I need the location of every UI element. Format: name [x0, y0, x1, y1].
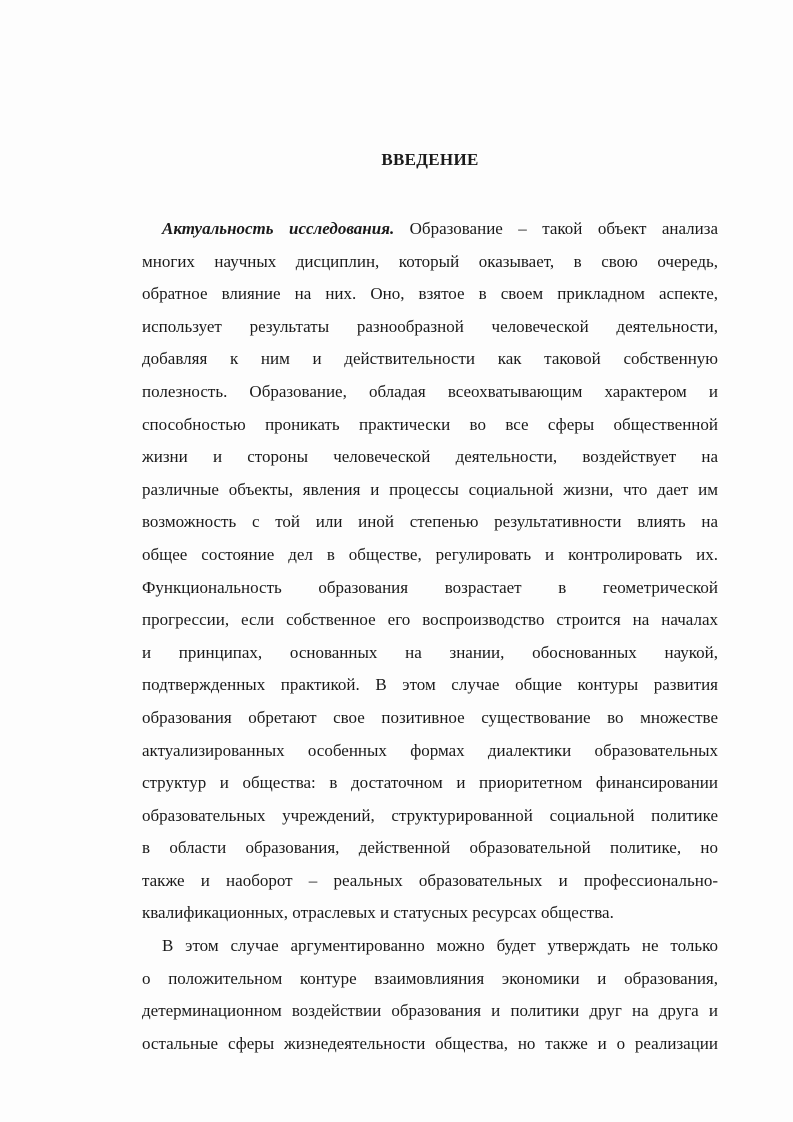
lead-phrase: Актуальность исследования. — [162, 219, 395, 238]
paragraph-2-line: о положительном контуре взаимовлияния экономики и образования, — [142, 968, 718, 988]
paragraph-1-line: Функциональность образования возрастает в геометрической — [142, 577, 718, 597]
paragraph-2-line: остальные сферы жизнедеятельности общества, но также и о реализации — [142, 1033, 718, 1053]
paragraph-1-line: различные объекты, явления и процессы социальной жизни, что дает им — [142, 479, 718, 499]
paragraph-1-line: использует результаты разнообразной человеческой деятельности, — [142, 316, 718, 336]
paragraph-1-line: образовательных учреждений, структурированной социальной политике — [142, 805, 718, 825]
paragraph-1-line: также и наоборот – реальных образовательных и профессионально- — [142, 870, 718, 890]
paragraph-1-line: подтвержденных практикой. В этом случае общие контуры развития — [142, 675, 718, 695]
paragraph-1-line: способностью проникать практически во все сферы общественной — [142, 414, 718, 434]
body-text — [142, 213, 718, 1060]
paragraph-1-line: структур и общества: в достаточном и приоритетном финансировании — [142, 773, 718, 793]
paragraph-1-line: добавляя к ним и действительности как таковой собственную — [142, 349, 718, 369]
paragraph-1-line: возможность с той или иной степенью результативности влиять на — [142, 512, 718, 532]
paragraph-2-line: детерминационном воздействии образования и политики друг на друга и — [142, 1001, 718, 1021]
paragraph-1-line: в области образования, действенной образовательной политике, но — [142, 838, 718, 858]
paragraph-1-line: актуализированных особенных формах диалектики образовательных — [142, 740, 718, 760]
line-text: Образование – такой объект анализа — [409, 219, 718, 238]
paragraph-1-line: жизни и стороны человеческой деятельности, воздействует на — [142, 447, 718, 467]
paragraph-1-line: образования обретают свое позитивное существование во множестве — [142, 707, 718, 727]
paragraph-1-line: общее состояние дел в обществе, регулировать и контролировать их. — [142, 544, 718, 564]
paragraph-1-line-1 — [142, 213, 718, 246]
paragraph-1-line: и принципах, основанных на знании, обоснованных наукой, — [142, 642, 718, 662]
paragraph-1-line: многих научных дисциплин, который оказывает, в свою очередь, — [142, 251, 718, 271]
paragraph-1-line: квалификационных, отраслевых и статусных ресурсах общества. — [142, 903, 614, 923]
page-title: ВВЕДЕНИЕ — [381, 150, 479, 169]
paragraph-1-line: полезность. Образование, обладая всеохватывающим характером и — [142, 381, 718, 401]
paragraph-1-line: прогрессии, если собственное его воспроизводство строится на началах — [142, 610, 718, 630]
paragraph-2-line: В этом случае аргументированно можно будет утверждать не только — [162, 936, 718, 956]
paragraph-1-line: обратное влияние на них. Оно, взятое в своем прикладном аспекте, — [142, 284, 718, 304]
